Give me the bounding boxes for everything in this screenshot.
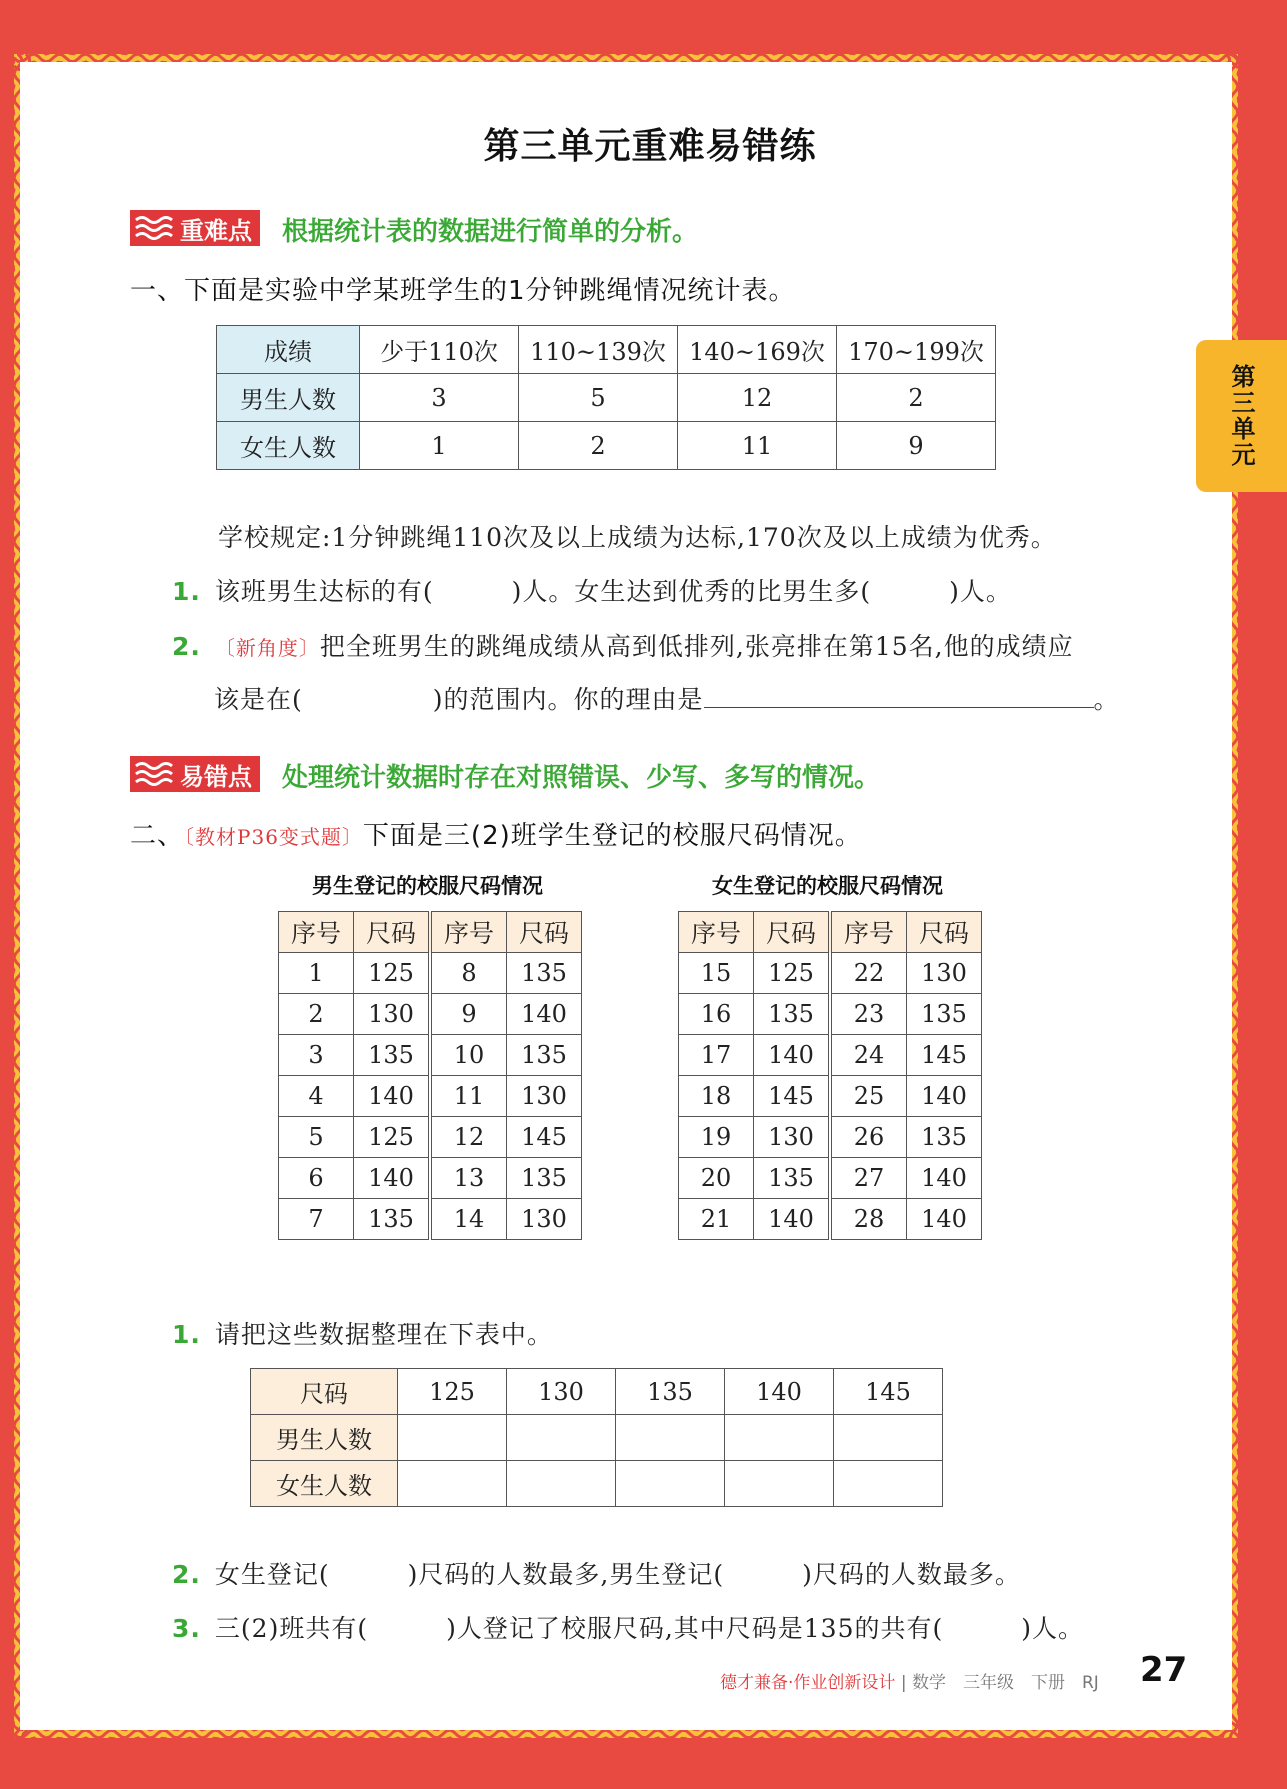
serial-cell: 11 [430,1076,507,1117]
size-cell: 140 [507,994,582,1035]
textbook-tag: 〔教材P36变式题〕 [184,825,363,849]
serial-cell: 27 [830,1158,907,1199]
size-cell: 130 [507,1076,582,1117]
footer [720,1668,1099,1693]
serial-cell: 17 [679,1035,754,1076]
girls-table-caption: 女生登记的校服尺码情况 [712,874,943,898]
size-cell: 125 [354,953,431,994]
table-row: 男生人数 3 5 12 2 [217,374,996,422]
table-row [679,1076,982,1117]
serial-cell: 4 [279,1076,354,1117]
table-row [679,1158,982,1199]
size-cell: 135 [354,1199,431,1240]
size-cell: 135 [754,994,831,1035]
serial-cell: 23 [830,994,907,1035]
table-row [679,953,982,994]
serial-cell: 21 [679,1199,754,1240]
table-row [279,994,582,1035]
serial-cell: 8 [430,953,507,994]
size-cell: 145 [754,1076,831,1117]
table-row: 男生人数 [251,1415,943,1461]
error-prone-text: 处理统计数据时存在对照错误、少写、多写的情况。 [282,763,881,793]
answer-blank[interactable] [704,687,1094,708]
table-row [679,1199,982,1240]
serial-cell: 18 [679,1076,754,1117]
girls-size-table [678,911,982,1240]
serial-cell: 9 [430,994,507,1035]
serial-cell: 13 [430,1158,507,1199]
serial-cell: 3 [279,1035,354,1076]
table-row [279,1199,582,1240]
serial-cell: 19 [679,1117,754,1158]
size-cell: 145 [907,1035,982,1076]
serial-cell: 22 [830,953,907,994]
size-cell: 135 [754,1158,831,1199]
question-one-heading: 一、下面是实验中学某班学生的1分钟跳绳情况统计表。 [130,276,796,306]
serial-cell: 20 [679,1158,754,1199]
answer-cell[interactable] [725,1415,834,1461]
serial-cell: 1 [279,953,354,994]
question-2-3: 3. 三(2)班共有( )人登记了校服尺码,其中尺码是135的共有( )人。 [172,1614,1084,1643]
table-row [279,1158,582,1199]
error-prone-badge: 易错点 [130,756,260,792]
answer-cell[interactable] [616,1415,725,1461]
table-row [679,994,982,1035]
serial-cell: 12 [430,1117,507,1158]
question-2-1: 1. 请把这些数据整理在下表中。 [172,1320,553,1349]
size-cell: 135 [907,994,982,1035]
size-cell: 135 [907,1117,982,1158]
serial-cell: 28 [830,1199,907,1240]
size-cell: 130 [907,953,982,994]
answer-cell[interactable] [398,1415,507,1461]
answer-cell[interactable] [507,1415,616,1461]
summary-table [250,1368,943,1507]
serial-cell: 16 [679,994,754,1035]
size-cell: 135 [354,1035,431,1076]
serial-cell: 6 [279,1158,354,1199]
question-1-1: 1. 该班男生达标的有( )人。女生达到优秀的比男生多( )人。 [172,577,1012,606]
footer-brand: 德才兼备·作业创新设计 [720,1673,896,1693]
size-cell: 125 [354,1117,431,1158]
answer-cell[interactable] [398,1461,507,1507]
key-point-text: 根据统计表的数据进行简单的分析。 [282,217,699,247]
question-1-2-cont: 该是在( )的范围内。你的理由是 。 [214,685,1120,714]
footer-info: 数学 三年级 下册 RJ [911,1673,1099,1693]
table-row [279,953,582,994]
size-cell: 135 [507,1158,582,1199]
key-point-badge: 重难点 [130,210,260,246]
answer-cell[interactable] [834,1461,943,1507]
footer-separator: | [900,1673,907,1693]
serial-cell: 25 [830,1076,907,1117]
size-cell: 130 [507,1199,582,1240]
jump-rope-table [216,325,996,470]
size-cell: 140 [354,1076,431,1117]
size-cell: 140 [754,1035,831,1076]
answer-cell[interactable] [616,1461,725,1507]
question-two-heading: 二、〔教材P36变式题〕下面是三(2)班学生登记的校服尺码情况。 [130,821,862,851]
table-header-row: 尺码 125 130 135 140 145 [251,1369,943,1415]
serial-cell: 14 [430,1199,507,1240]
school-rule: 学校规定:1分钟跳绳110次及以上成绩为达标,170次及以上成绩为优秀。 [218,523,1057,552]
table-row: 女生人数 1 2 11 9 [217,422,996,470]
answer-cell[interactable] [834,1415,943,1461]
boys-size-table [278,911,582,1240]
table-row: 女生人数 [251,1461,943,1507]
table-row [679,1035,982,1076]
serial-cell: 7 [279,1199,354,1240]
size-cell: 140 [907,1076,982,1117]
serial-cell: 10 [430,1035,507,1076]
size-cell: 130 [354,994,431,1035]
size-cell: 135 [507,953,582,994]
new-angle-tag: 〔新角度〕 [214,636,320,660]
table-row [279,1117,582,1158]
size-cell: 145 [507,1117,582,1158]
wave-icon [134,760,174,788]
table-header-row: 成绩 少于110次 110~139次 140~169次 170~199次 [217,326,996,374]
table-row [279,1035,582,1076]
table-header-row: 序号 尺码 序号 尺码 [279,912,582,953]
unit-side-tab: 第三单元 [1196,340,1287,492]
size-cell: 125 [754,953,831,994]
size-cell: 140 [907,1199,982,1240]
serial-cell: 24 [830,1035,907,1076]
serial-cell: 5 [279,1117,354,1158]
size-cell: 140 [754,1199,831,1240]
size-cell: 135 [507,1035,582,1076]
table-row [279,1076,582,1117]
page-title: 第三单元重难易错练 [483,126,817,167]
serial-cell: 26 [830,1117,907,1158]
table-row [679,1117,982,1158]
table-header-row: 序号 尺码 序号 尺码 [679,912,982,953]
boys-table-caption: 男生登记的校服尺码情况 [312,874,543,898]
answer-cell[interactable] [725,1461,834,1507]
serial-cell: 15 [679,953,754,994]
serial-cell: 2 [279,994,354,1035]
size-cell: 140 [354,1158,431,1199]
question-1-2: 2. 〔新角度〕把全班男生的跳绳成绩从高到低排列,张亮排在第15名,他的成绩应 [172,632,1074,661]
size-cell: 130 [754,1117,831,1158]
wave-icon [134,214,174,242]
page-number: 27 [1140,1650,1188,1690]
answer-cell[interactable] [507,1461,616,1507]
size-cell: 140 [907,1158,982,1199]
question-2-2: 2. 女生登记( )尺码的人数最多,男生登记( )尺码的人数最多。 [172,1560,1021,1589]
